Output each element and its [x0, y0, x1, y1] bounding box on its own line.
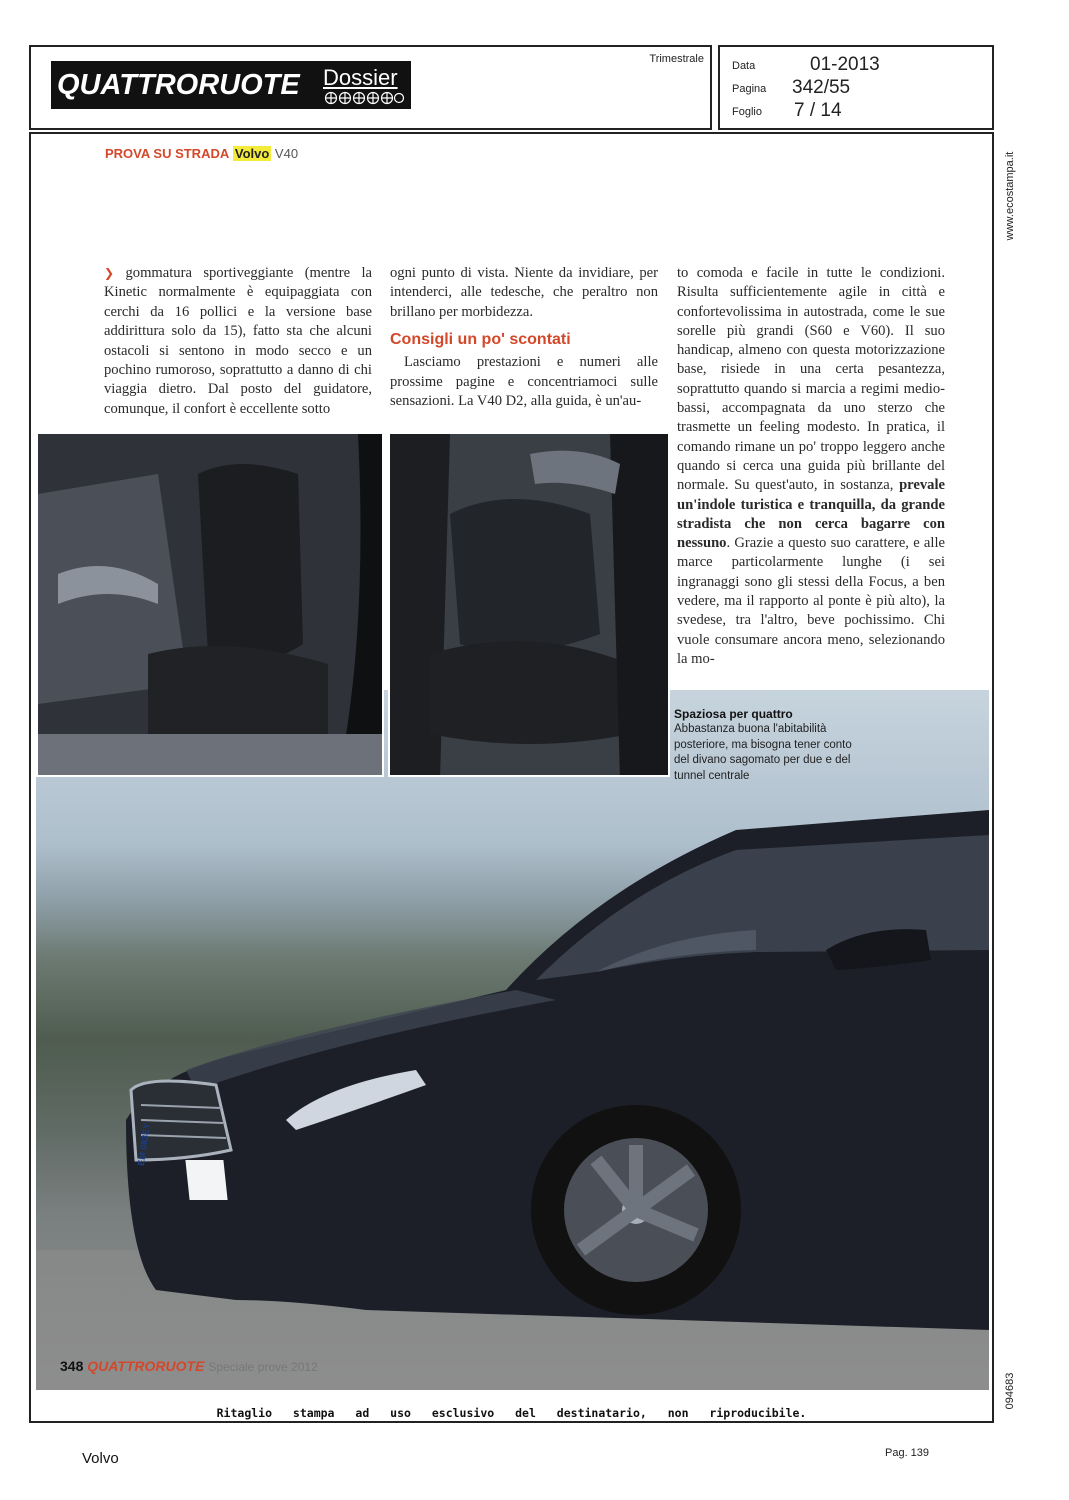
- meta-value: 342/55: [792, 77, 851, 98]
- folio-page: 348: [60, 1358, 84, 1374]
- kicker-model: V40: [274, 146, 299, 161]
- folio-brand: QUATTRORUOTE: [87, 1358, 205, 1374]
- meta-row-data: [732, 55, 982, 77]
- photo-caption: [674, 706, 854, 784]
- article-column-3: [677, 264, 945, 669]
- subhead: Consigli un po' scontati: [390, 331, 571, 349]
- rear-seat-illustration: [390, 434, 670, 777]
- meta-label: Data: [732, 60, 756, 72]
- article-column-2: [390, 264, 658, 411]
- column-3-bold: prevale un'indole turistica e tranquilla, da grande stradista che non cerca bagarre con nessuno: [677, 477, 945, 552]
- meta-value: 01-2013: [810, 54, 880, 75]
- section-kicker: [105, 146, 298, 161]
- logo-sub: Dossier: [323, 65, 398, 90]
- meta-label: Foglio: [732, 106, 762, 118]
- periodicity: Trimestrale: [649, 53, 704, 65]
- kicker-brand: Volvo: [234, 146, 270, 161]
- column-2-text-a: ogni punto di vista. Niente da invidiare, per intenderci, alle tedesche, che peraltro non brillano per morbidezza.: [390, 265, 658, 320]
- wheels-icon: [323, 91, 405, 105]
- column-2-text-b: Lasciamo prestazioni e numeri alle prossime pagine e concentriamoci sulle sensazioni. La V40 D2, alla guida, è un'au-: [390, 354, 658, 410]
- column-3-text-b: . Grazie a questo suo carattere, e alle marce particolarmente lunghe (i sei ingranaggi sono gli stessi della Focus, a ben vedere, ma il rapporto al ponte è più alto), la svedese, tra l'altro, beve pochissimo. Chi vuole consumare ancora meno, selezionando la mo-: [677, 535, 945, 667]
- folio-issue: Speciale prove 2012: [208, 1360, 318, 1374]
- meta-label: Pagina: [732, 83, 767, 95]
- car-photo: [36, 690, 989, 1390]
- meta-value: 7 / 14: [794, 100, 842, 121]
- logo-text: QUATTRORUOTE: [57, 69, 300, 101]
- meta-row-foglio: [732, 101, 982, 123]
- footer-right: Pag. 139: [885, 1447, 930, 1459]
- license-plate: EM 083EY: [136, 1122, 152, 1167]
- car-illustration: [36, 690, 989, 1390]
- side-url: www.ecostampa.it: [1004, 151, 1016, 241]
- meta-row-pagina: [732, 78, 982, 100]
- page-folio: [60, 1358, 318, 1374]
- copyright-notice: Ritaglio stampa ad uso esclusivo del destinatario, non riproducibile.: [216, 1406, 807, 1420]
- kicker-label: PROVA SU STRADA: [105, 146, 230, 161]
- caption-text: Abbastanza buona l'abitabilità posteriore, ma bisogna tener conto del divano sagomato per due e del tunnel centrale: [674, 723, 852, 782]
- article-column-1: [104, 264, 372, 419]
- column-1-text: gommatura sportiveggiante (mentre la Kinetic normalmente è equipaggiata con cerchi da 16 pollici e la versione base addirittura solo da 15), fatto sta che alcuni ostacoli si sentono in modo secco e un pochino rumoroso, soprattutto a danno di chi viaggia dietro. Dal posto del guidatore, comunque, il confort è eccellente sotto: [104, 265, 372, 417]
- header-logo-box: [29, 45, 712, 130]
- paragraph-marker-icon: ❯: [104, 266, 115, 280]
- interior-rear-photo: [388, 432, 670, 777]
- header-meta-box: [718, 45, 994, 130]
- interior-front-photo: [36, 432, 384, 777]
- footer-left: Volvo: [82, 1450, 119, 1467]
- caption-title: Spaziosa per quattro: [674, 707, 793, 721]
- side-code: 094683: [1004, 1372, 1016, 1410]
- publication-logo: [51, 61, 411, 109]
- front-seat-illustration: [38, 434, 384, 777]
- column-3-text-a: to comoda e facile in tutte le condizioni. Risulta sufficientemente agile in città e confortevolissima in autostrada, come le sue sorelle più grandi (S60 e V60). Il suo handicap, almeno con questa motorizzazione base, risiede in una certa pesantezza, soprattutto quando si marcia a regimi medio-bassi, accompagnata da uno sterzo che trasmette un feeling modesto. In pratica, il comando rimane un po' troppo leggero anche quando si cerca una guida più brillante del normale. Su quest'auto, in sostanza,: [677, 265, 945, 494]
